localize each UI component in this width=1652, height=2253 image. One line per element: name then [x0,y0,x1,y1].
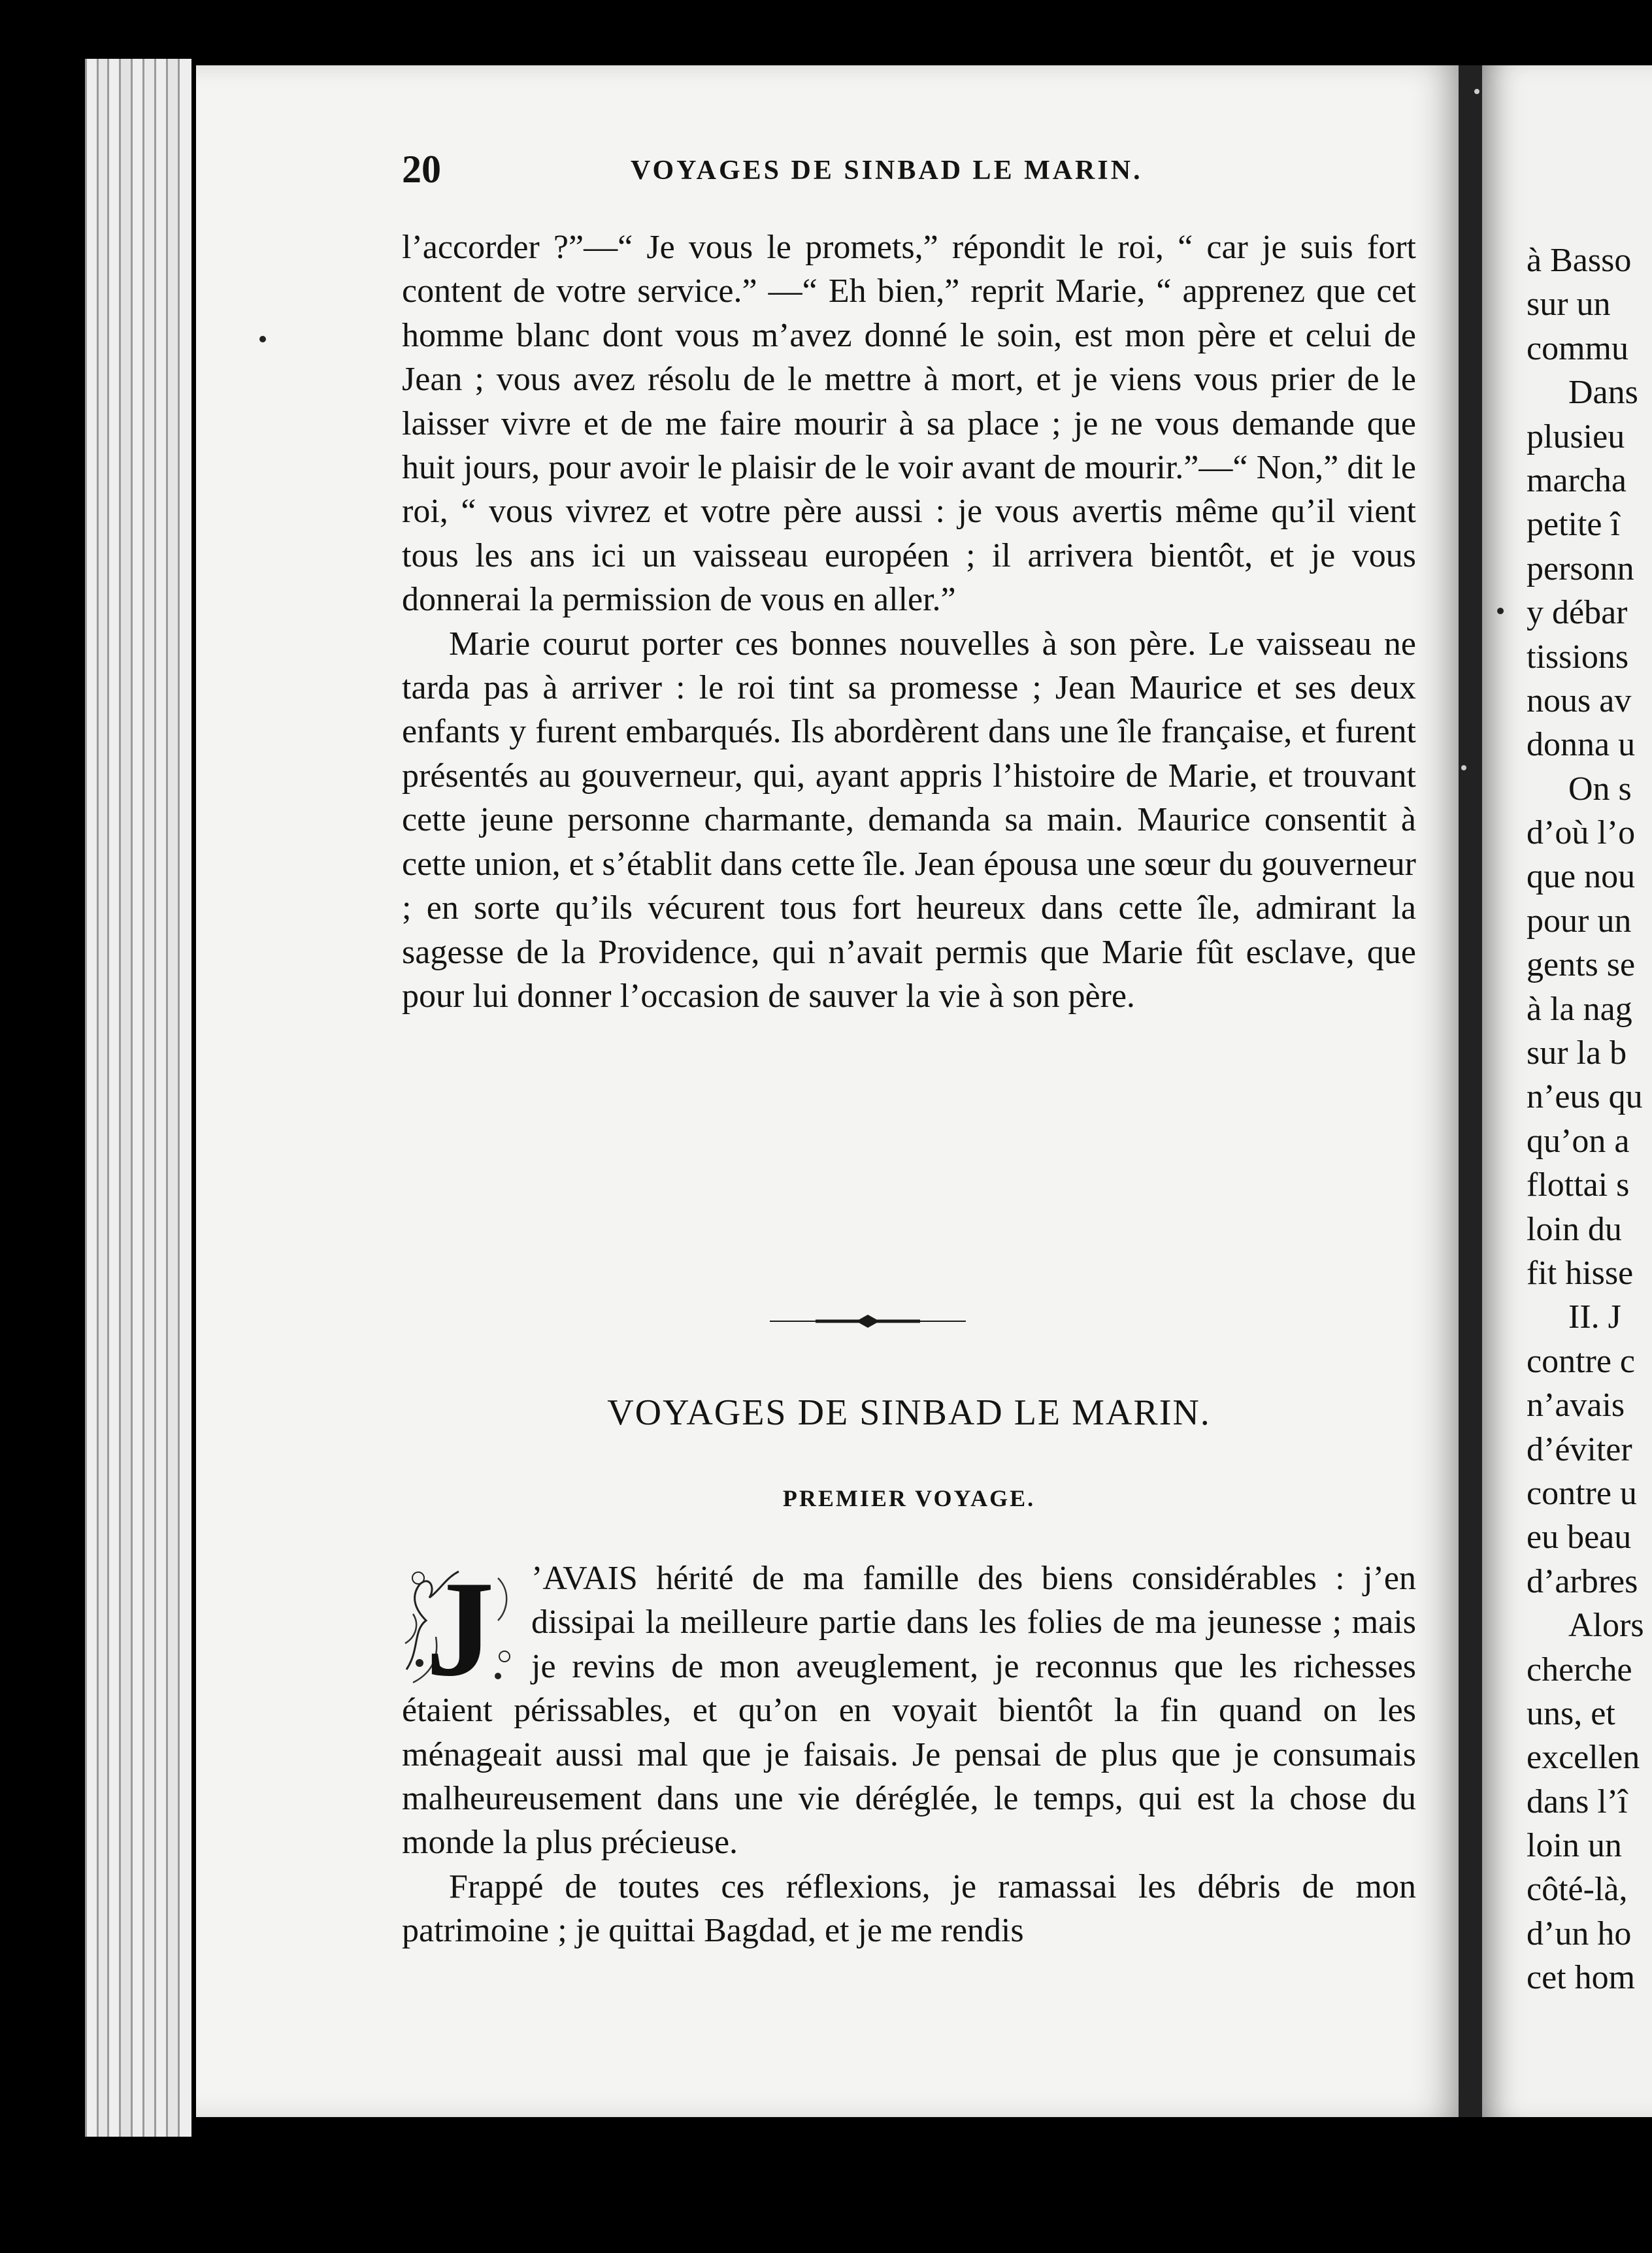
facing-line: y débar [1527,594,1628,632]
facing-line: à Basso [1527,242,1632,279]
paragraph: ’AVAIS hérité de ma famille des biens considérables : j’en dissipai la meilleure partie dans les folies de ma jeunesse ; mais je revins de mon aveuglement, je reconnus que les richesses étaient périssables, et qu’on en voyait bientôt la fin quand on les ménageait aussi mal que je faisais. Je pensai de plus que je consumais malheureusement dans une vie déréglée, le temps, qui est la chose du monde la plus précieuse. [402,1560,1416,1862]
facing-line: à la nag [1527,990,1632,1028]
facing-line: gents se [1527,946,1636,984]
opening-caps: ’AVAIS [531,1560,638,1597]
facing-line: commu [1527,329,1628,367]
facing-line: personn [1527,550,1634,587]
page-number: 20 [402,148,441,191]
facing-line: sur la b [1527,1034,1627,1072]
dropcap-letter: J [425,1558,495,1689]
facing-line: tissions [1527,638,1629,676]
facing-line: n’eus qu [1527,1078,1643,1116]
facing-line: Alors [1568,1607,1644,1645]
facing-line: On s [1568,770,1632,808]
facing-line: loin du [1527,1210,1622,1248]
facing-line: n’avais [1527,1387,1625,1424]
paragraph: Marie courut porter ces bonnes nouvelles à son père. Le vaisseau ne tarda pas à arriver : le roi tint sa promesse ; Jean Maurice et ses deux enfants y furent embarqués. Ils abordèrent dans une île française, et furent présentés au gouverneur, qui, ayant appris l’histoire de Marie, et trouvant cette jeune personne charmante, demanda sa main. Maurice consentit à cette union, et s’établit dans cette île. Jean épousa une sœur du gouverneur ; en sorte qu’ils vécurent tous fort heureux dans cette île, admirant la sagesse de la Providence, qui n’avait permis que Marie fût esclave, que pour lui donner l’occasion de sauver la vie à son père. [402,625,1416,1015]
facing-line: fit hisse [1527,1254,1634,1292]
facing-line: contre c [1527,1342,1636,1380]
facing-line: d’où l’o [1527,814,1636,852]
facing-line: d’arbres [1527,1562,1638,1600]
facing-line: II. J [1568,1298,1621,1336]
paragraph: l’accorder ?”—“ Je vous le promets,” répondit le roi, “ car je suis fort content de votre service.” —“ Eh bien,” reprit Marie, “ apprenez que cet homme blanc dont vous m’avez donné le soin, est mon père et celui de Jean ; vous avez résolu de le mettre à mort, et je viens vous prier de le laisser vivre et de me faire mourir à sa place ; je ne vous demande que huit jours, pour avoir le plaisir de le voir avant de mourir.”—“ Non,” dit le roi, “ vous vivrez et votre père aussi : je vous avertis même qu’il vient tous les ans ici un vaisseau européen ; il arrivera bientôt, et je vous donnerai la permission de vous en aller.” [402,229,1416,619]
facing-line: petite î [1527,506,1620,544]
facing-line: flottai s [1527,1166,1630,1204]
facing-line: pour un [1527,902,1632,940]
section-title: VOYAGES DE SINBAD LE MARIN. [607,1392,1211,1433]
facing-line: Dans [1568,374,1638,412]
section-subtitle: PREMIER VOYAGE. [782,1485,1036,1511]
facing-line: contre u [1527,1474,1637,1512]
facing-line: donna u [1527,726,1636,764]
facing-line: que nou [1527,858,1636,896]
facing-line: uns, et [1527,1694,1615,1732]
facing-line: excellen [1527,1739,1640,1777]
facing-line: sur un [1527,286,1611,323]
facing-line: plusieu [1527,418,1625,455]
running-title: VOYAGES DE SINBAD LE MARIN. [631,156,1143,186]
facing-line: d’un ho [1527,1915,1632,1952]
facing-line: eu beau [1527,1519,1632,1556]
facing-line: nous av [1527,682,1632,719]
facing-line: côté-là, [1527,1871,1628,1909]
paragraph: Frappé de toutes ces réflexions, je ramassai les débris de mon patrimoine ; je quittai Bagdad, et je me rendis [402,1867,1416,1950]
facing-line: d’éviter [1527,1430,1632,1468]
facing-line: marcha [1527,461,1627,499]
facing-line: loin un [1527,1827,1622,1865]
facing-line: cherche [1527,1651,1632,1688]
facing-line: dans l’î [1527,1783,1628,1820]
facing-line: cet hom [1527,1959,1636,1997]
facing-line: qu’on a [1527,1122,1630,1160]
